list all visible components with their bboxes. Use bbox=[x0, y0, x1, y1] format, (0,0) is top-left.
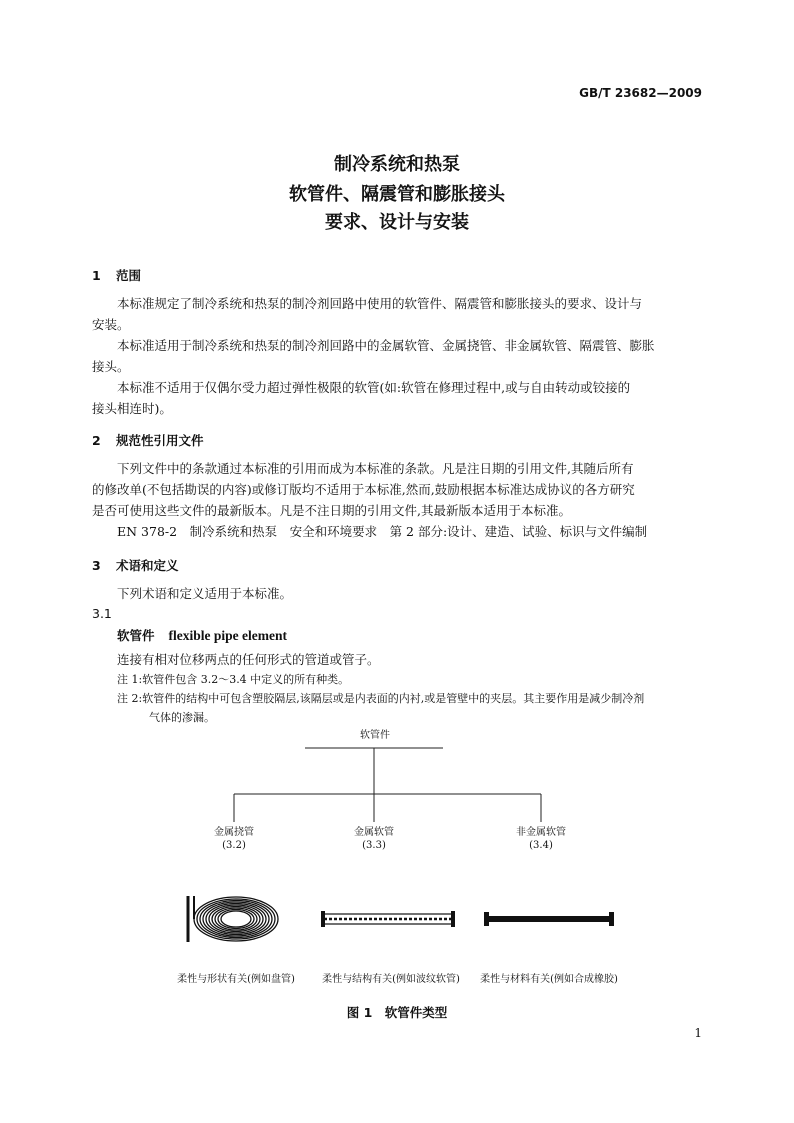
branch-ref: (3.2) bbox=[222, 840, 246, 851]
title-line-1: 制冷系统和热泵 bbox=[334, 154, 460, 175]
text-line: 接头。 bbox=[92, 359, 130, 374]
figure-title: 图 1 软管件类型 bbox=[346, 1005, 448, 1020]
section-1-paragraph-3 bbox=[92, 377, 704, 419]
text-line: 气体的渗漏。 bbox=[149, 711, 215, 724]
section-title: 规范性引用文件 bbox=[116, 433, 204, 448]
illustration-caption-2: 柔性与结构有关(例如波纹软管) bbox=[322, 974, 460, 985]
illustration-caption-3: 柔性与材料有关(例如合成橡胶) bbox=[480, 974, 618, 985]
section-number: 3 bbox=[92, 558, 101, 573]
coil-pipe-illustration bbox=[188, 896, 278, 942]
section-title: 范围 bbox=[116, 268, 142, 283]
normative-reference: EN 378-2 制冷系统和热泵 安全和环境要求 第 2 部分:设计、建造、试验、标识与文件编制 bbox=[117, 524, 648, 539]
section-number: 1 bbox=[92, 268, 101, 283]
section-title: 术语和定义 bbox=[116, 558, 179, 573]
term-entry bbox=[117, 626, 287, 644]
term-chinese: 软管件 bbox=[117, 628, 155, 643]
page-number: 1 bbox=[694, 1026, 702, 1040]
subclause-number: 3.1 bbox=[92, 606, 112, 621]
section-1-paragraph-1 bbox=[92, 293, 704, 335]
rubber-hose-illustration bbox=[484, 912, 614, 926]
section-2-paragraph-1 bbox=[92, 458, 704, 521]
section-1-heading bbox=[92, 266, 141, 284]
figure-root-label: 软管件 bbox=[360, 730, 390, 741]
text-line: 本标准适用于制冷系统和热泵的制冷剂回路中的金属软管、金属挠管、非金属软管、隔震管、膨胀 bbox=[117, 338, 655, 353]
text-line: 下列文件中的条款通过本标准的引用而成为本标准的条款。凡是注日期的引用文件,其随后所有 bbox=[117, 461, 634, 476]
text-line: 本标准规定了制冷系统和热泵的制冷剂回路中使用的软管件、隔震管和膨胀接头的要求、设计与 bbox=[117, 296, 643, 311]
branch-label: 非金属软管 bbox=[516, 827, 566, 838]
figure-branch-3 bbox=[491, 826, 591, 852]
section-3-paragraph-1: 下列术语和定义适用于本标准。 bbox=[117, 586, 293, 601]
figure-1-diagram bbox=[0, 720, 794, 1000]
branch-ref: (3.3) bbox=[362, 840, 386, 851]
figure-branch-2 bbox=[324, 826, 424, 852]
figure-branch-1 bbox=[184, 826, 284, 852]
section-2-heading bbox=[92, 431, 204, 449]
branch-label: 金属挠管 bbox=[214, 827, 254, 838]
title-line-2: 软管件、隔震管和膨胀接头 bbox=[289, 184, 505, 205]
tree-connectors bbox=[234, 748, 541, 822]
text-line: 安装。 bbox=[92, 317, 130, 332]
text-line: 的修改单(不包括勘误的内容)或修订版均不适用于本标准,然而,鼓励根据本标准达成协议的各方研究 bbox=[92, 482, 635, 497]
note-1: 注 1:软管件包含 3.2～3.4 中定义的所有种类。 bbox=[117, 673, 350, 686]
text-line: 接头相连时)。 bbox=[92, 401, 172, 416]
title-line-3: 要求、设计与安装 bbox=[325, 212, 469, 233]
section-3-heading bbox=[92, 556, 179, 574]
branch-label: 金属软管 bbox=[354, 827, 394, 838]
term-english: flexible pipe element bbox=[168, 628, 287, 643]
branch-ref: (3.4) bbox=[529, 840, 553, 851]
text-line: 是否可使用这些文件的最新版本。凡是不注日期的引用文件,其最新版本适用于本标准。 bbox=[92, 503, 571, 518]
text-line: 注 2:软管件的结构中可包含塑胶隔层,该隔层或是内表面的内衬,或是管壁中的夹层。其主要作用是减少制冷剂 bbox=[117, 692, 645, 705]
section-number: 2 bbox=[92, 433, 101, 448]
illustration-caption-1: 柔性与形状有关(例如盘管) bbox=[177, 974, 295, 985]
standard-number: GB/T 23682—2009 bbox=[579, 86, 702, 100]
term-definition: 连接有相对位移两点的任何形式的管道或管子。 bbox=[117, 652, 380, 667]
corrugated-hose-illustration bbox=[321, 911, 455, 927]
section-1-paragraph-2 bbox=[92, 335, 704, 377]
text-line: 本标准不适用于仅偶尔受力超过弹性极限的软管(如:软管在修理过程中,或与自由转动或铰接的 bbox=[117, 380, 631, 395]
